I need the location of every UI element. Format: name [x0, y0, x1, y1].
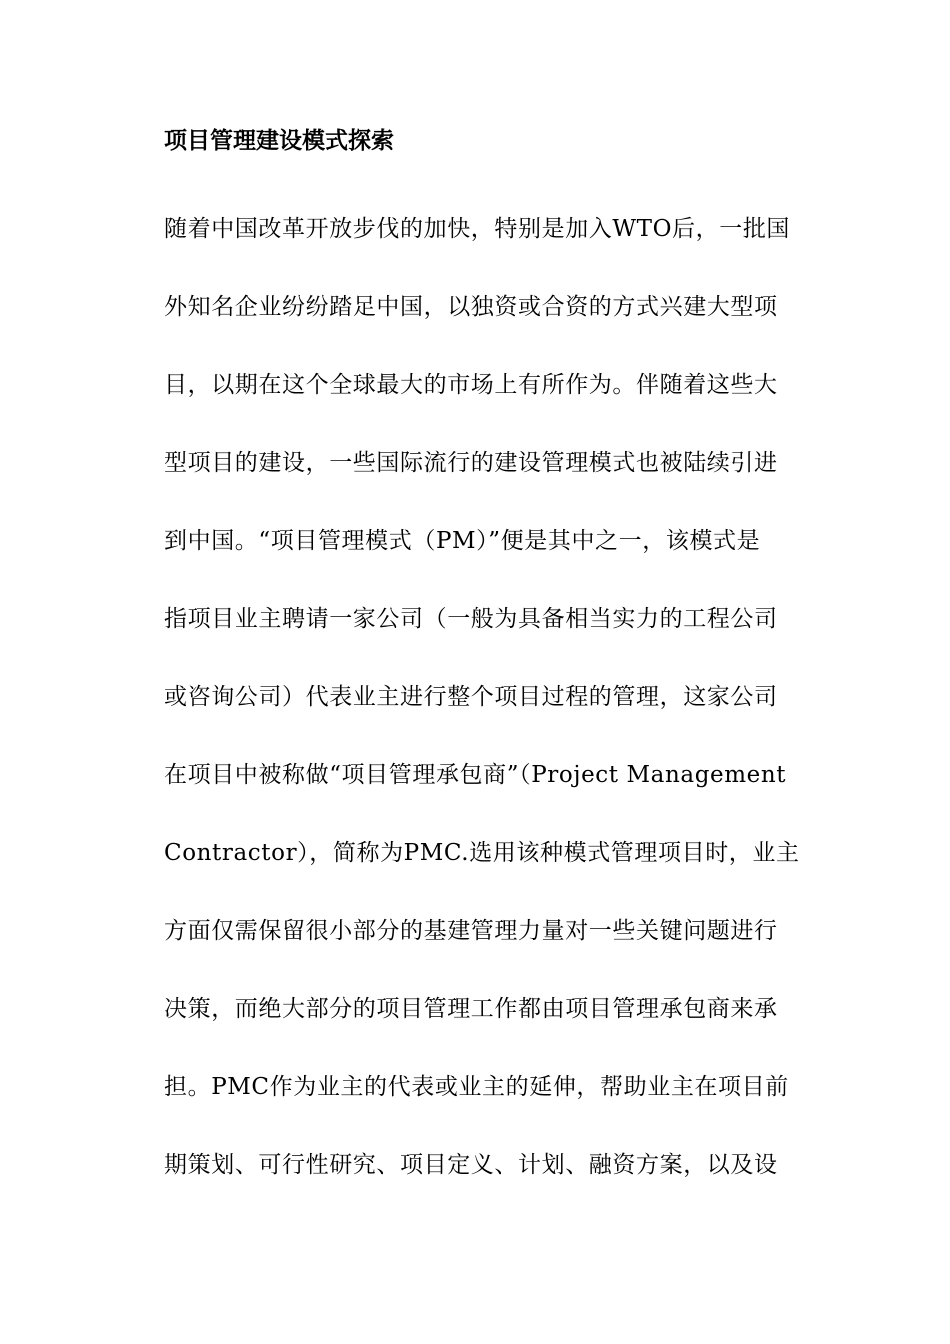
- text-line: 在项目中被称做“项目管理承包商”（Project Management: [164, 762, 787, 788]
- text-line: 到中国。“项目管理模式（PM）”便是其中之一，该模式是: [164, 528, 761, 554]
- text-line: 担。PMC作为业主的代表或业主的延伸，帮助业主在项目前: [164, 1074, 789, 1100]
- text-line: 期策划、可行性研究、项目定义、计划、融资方案，以及设: [164, 1152, 778, 1178]
- text-line: 随着中国改革开放步伐的加快，特别是加入WTO后，一批国: [164, 216, 791, 242]
- text-line: 指项目业主聘请一家公司（一般为具备相当实力的工程公司: [164, 606, 778, 632]
- text-line: 或咨询公司）代表业主进行整个项目过程的管理，这家公司: [164, 684, 778, 710]
- text-line: 目，以期在这个全球最大的市场上有所作为。伴随着这些大: [164, 372, 778, 398]
- text-line: 方面仅需保留很小部分的基建管理力量对一些关键问题进行: [164, 918, 778, 944]
- document-body: [164, 212, 800, 1226]
- text-line: Contractor），简称为PMC.选用该种模式管理项目时，业主: [164, 840, 800, 866]
- text-line: 外知名企业纷纷踏足中国，以独资或合资的方式兴建大型项: [164, 294, 778, 320]
- document-title: 项目管理建设模式探索: [164, 127, 394, 154]
- text-line: 决策，而绝大部分的项目管理工作都由项目管理承包商来承: [164, 996, 778, 1022]
- text-line: 型项目的建设，一些国际流行的建设管理模式也被陆续引进: [164, 450, 778, 476]
